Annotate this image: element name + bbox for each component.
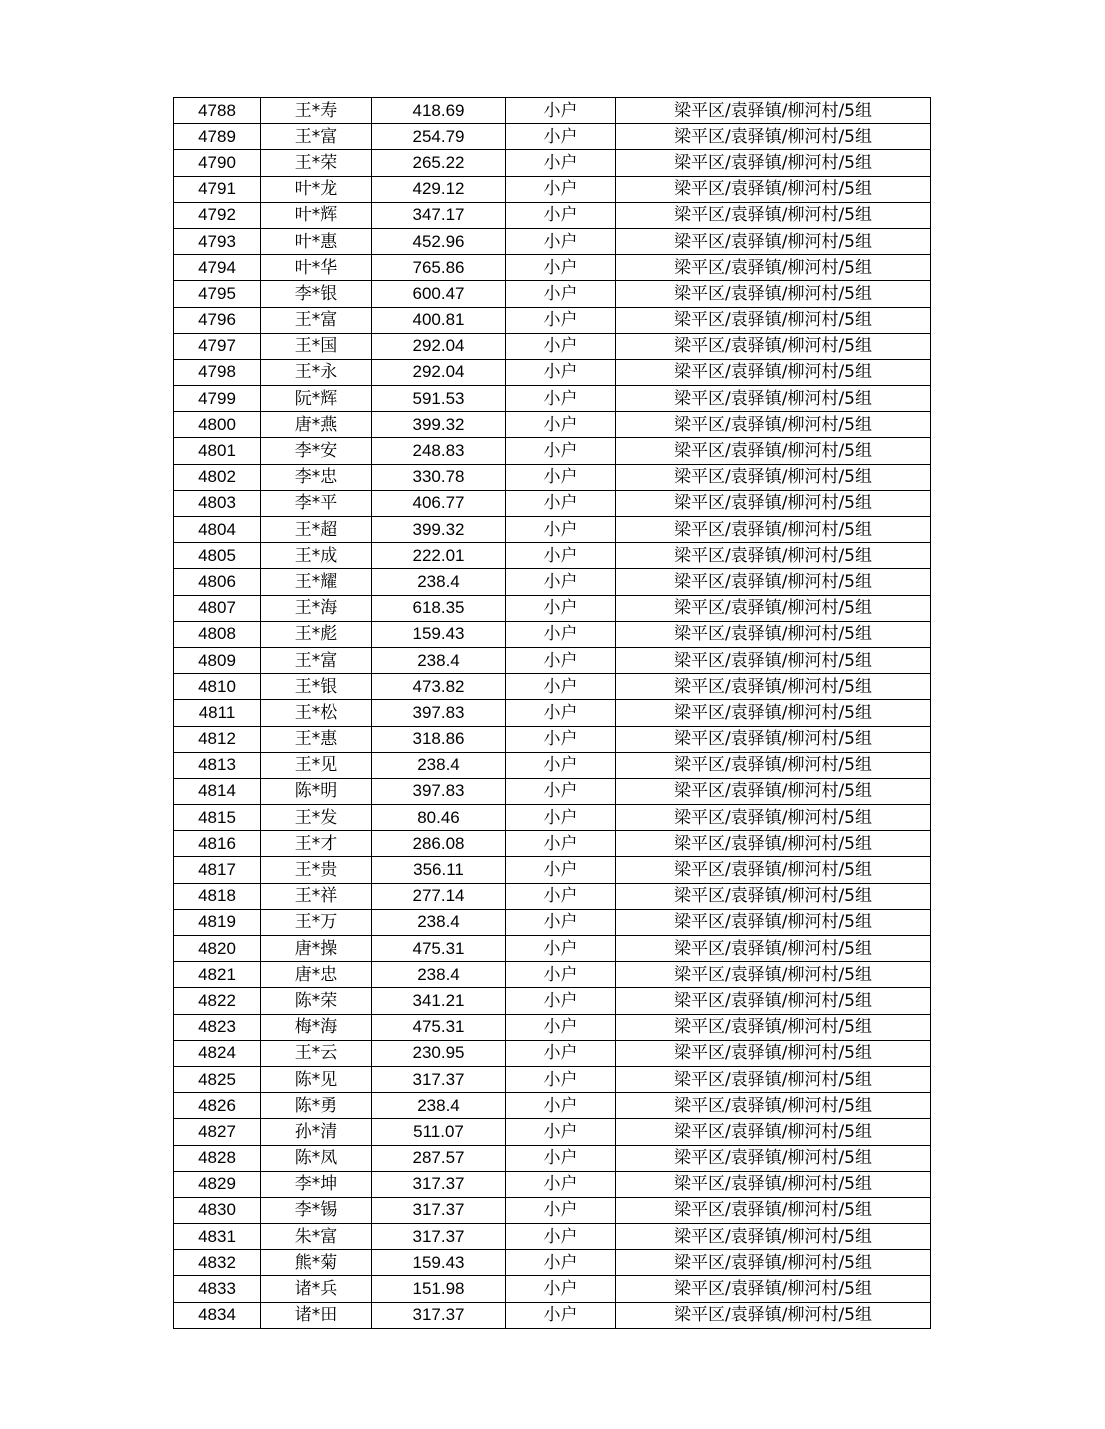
row-id-cell: 4811 bbox=[174, 700, 261, 726]
address-cell: 梁平区/袁驿镇/柳河村/5组 bbox=[616, 1197, 931, 1223]
row-id-cell: 4805 bbox=[174, 543, 261, 569]
name-cell: 叶*辉 bbox=[261, 202, 372, 228]
row-id-cell: 4827 bbox=[174, 1119, 261, 1145]
row-id-cell: 4799 bbox=[174, 386, 261, 412]
type-cell: 小户 bbox=[506, 202, 616, 228]
amount-cell: 238.4 bbox=[372, 909, 506, 935]
address-cell: 梁平区/袁驿镇/柳河村/5组 bbox=[616, 1119, 931, 1145]
name-cell: 李*坤 bbox=[261, 1171, 372, 1197]
table-row bbox=[174, 98, 931, 124]
table-row bbox=[174, 307, 931, 333]
name-cell: 陈*勇 bbox=[261, 1093, 372, 1119]
type-cell: 小户 bbox=[506, 386, 616, 412]
amount-cell: 286.08 bbox=[372, 831, 506, 857]
type-cell: 小户 bbox=[506, 517, 616, 543]
table-row bbox=[174, 1145, 931, 1171]
row-id-cell: 4788 bbox=[174, 98, 261, 124]
row-id-cell: 4819 bbox=[174, 909, 261, 935]
row-id-cell: 4829 bbox=[174, 1171, 261, 1197]
row-id-cell: 4808 bbox=[174, 621, 261, 647]
row-id-cell: 4804 bbox=[174, 517, 261, 543]
amount-cell: 765.86 bbox=[372, 255, 506, 281]
name-cell: 孙*清 bbox=[261, 1119, 372, 1145]
table-row bbox=[174, 386, 931, 412]
name-cell: 阮*辉 bbox=[261, 386, 372, 412]
amount-cell: 475.31 bbox=[372, 936, 506, 962]
table-row bbox=[174, 674, 931, 700]
name-cell: 李*平 bbox=[261, 490, 372, 516]
name-cell: 唐*忠 bbox=[261, 962, 372, 988]
address-cell: 梁平区/袁驿镇/柳河村/5组 bbox=[616, 909, 931, 935]
name-cell: 唐*燕 bbox=[261, 412, 372, 438]
address-cell: 梁平区/袁驿镇/柳河村/5组 bbox=[616, 1171, 931, 1197]
name-cell: 叶*惠 bbox=[261, 228, 372, 254]
type-cell: 小户 bbox=[506, 674, 616, 700]
address-cell: 梁平区/袁驿镇/柳河村/5组 bbox=[616, 988, 931, 1014]
name-cell: 王*富 bbox=[261, 647, 372, 673]
table-row bbox=[174, 909, 931, 935]
amount-cell: 238.4 bbox=[372, 1093, 506, 1119]
type-cell: 小户 bbox=[506, 647, 616, 673]
row-id-cell: 4831 bbox=[174, 1224, 261, 1250]
amount-cell: 406.77 bbox=[372, 490, 506, 516]
table-row bbox=[174, 1119, 931, 1145]
address-cell: 梁平区/袁驿镇/柳河村/5组 bbox=[616, 674, 931, 700]
address-cell: 梁平区/袁驿镇/柳河村/5组 bbox=[616, 805, 931, 831]
table-row bbox=[174, 150, 931, 176]
type-cell: 小户 bbox=[506, 726, 616, 752]
table-row bbox=[174, 412, 931, 438]
type-cell: 小户 bbox=[506, 438, 616, 464]
row-id-cell: 4823 bbox=[174, 1014, 261, 1040]
row-id-cell: 4800 bbox=[174, 412, 261, 438]
amount-cell: 254.79 bbox=[372, 124, 506, 150]
amount-cell: 317.37 bbox=[372, 1066, 506, 1092]
row-id-cell: 4796 bbox=[174, 307, 261, 333]
name-cell: 王*海 bbox=[261, 595, 372, 621]
table-row bbox=[174, 438, 931, 464]
amount-cell: 399.32 bbox=[372, 412, 506, 438]
type-cell: 小户 bbox=[506, 1040, 616, 1066]
table-row bbox=[174, 359, 931, 385]
address-cell: 梁平区/袁驿镇/柳河村/5组 bbox=[616, 883, 931, 909]
address-cell: 梁平区/袁驿镇/柳河村/5组 bbox=[616, 176, 931, 202]
name-cell: 王*祥 bbox=[261, 883, 372, 909]
type-cell: 小户 bbox=[506, 1145, 616, 1171]
address-cell: 梁平区/袁驿镇/柳河村/5组 bbox=[616, 621, 931, 647]
name-cell: 王*才 bbox=[261, 831, 372, 857]
address-cell: 梁平区/袁驿镇/柳河村/5组 bbox=[616, 150, 931, 176]
name-cell: 诸*田 bbox=[261, 1302, 372, 1328]
name-cell: 陈*明 bbox=[261, 778, 372, 804]
table-row bbox=[174, 1197, 931, 1223]
row-id-cell: 4822 bbox=[174, 988, 261, 1014]
row-id-cell: 4815 bbox=[174, 805, 261, 831]
amount-cell: 230.95 bbox=[372, 1040, 506, 1066]
table-row bbox=[174, 647, 931, 673]
type-cell: 小户 bbox=[506, 621, 616, 647]
name-cell: 王*国 bbox=[261, 333, 372, 359]
name-cell: 王*惠 bbox=[261, 726, 372, 752]
name-cell: 李*安 bbox=[261, 438, 372, 464]
table-row bbox=[174, 543, 931, 569]
amount-cell: 238.4 bbox=[372, 962, 506, 988]
type-cell: 小户 bbox=[506, 962, 616, 988]
amount-cell: 318.86 bbox=[372, 726, 506, 752]
type-cell: 小户 bbox=[506, 1066, 616, 1092]
amount-cell: 400.81 bbox=[372, 307, 506, 333]
table-row bbox=[174, 1276, 931, 1302]
row-id-cell: 4825 bbox=[174, 1066, 261, 1092]
amount-cell: 317.37 bbox=[372, 1302, 506, 1328]
type-cell: 小户 bbox=[506, 936, 616, 962]
address-cell: 梁平区/袁驿镇/柳河村/5组 bbox=[616, 255, 931, 281]
table-row bbox=[174, 805, 931, 831]
table-row bbox=[174, 228, 931, 254]
amount-cell: 356.11 bbox=[372, 857, 506, 883]
table-row bbox=[174, 464, 931, 490]
name-cell: 叶*龙 bbox=[261, 176, 372, 202]
table-row bbox=[174, 490, 931, 516]
amount-cell: 80.46 bbox=[372, 805, 506, 831]
name-cell: 诸*兵 bbox=[261, 1276, 372, 1302]
table-row bbox=[174, 883, 931, 909]
address-cell: 梁平区/袁驿镇/柳河村/5组 bbox=[616, 1224, 931, 1250]
amount-cell: 292.04 bbox=[372, 359, 506, 385]
address-cell: 梁平区/袁驿镇/柳河村/5组 bbox=[616, 778, 931, 804]
address-cell: 梁平区/袁驿镇/柳河村/5组 bbox=[616, 1040, 931, 1066]
address-cell: 梁平区/袁驿镇/柳河村/5组 bbox=[616, 647, 931, 673]
amount-cell: 265.22 bbox=[372, 150, 506, 176]
table-row bbox=[174, 176, 931, 202]
amount-cell: 591.53 bbox=[372, 386, 506, 412]
row-id-cell: 4820 bbox=[174, 936, 261, 962]
type-cell: 小户 bbox=[506, 464, 616, 490]
type-cell: 小户 bbox=[506, 333, 616, 359]
table-row bbox=[174, 255, 931, 281]
row-id-cell: 4806 bbox=[174, 569, 261, 595]
data-table bbox=[173, 97, 931, 1329]
type-cell: 小户 bbox=[506, 778, 616, 804]
row-id-cell: 4814 bbox=[174, 778, 261, 804]
type-cell: 小户 bbox=[506, 98, 616, 124]
table-row bbox=[174, 726, 931, 752]
name-cell: 王*银 bbox=[261, 674, 372, 700]
table-row bbox=[174, 962, 931, 988]
row-id-cell: 4816 bbox=[174, 831, 261, 857]
row-id-cell: 4791 bbox=[174, 176, 261, 202]
address-cell: 梁平区/袁驿镇/柳河村/5组 bbox=[616, 1014, 931, 1040]
name-cell: 王*见 bbox=[261, 752, 372, 778]
amount-cell: 429.12 bbox=[372, 176, 506, 202]
row-id-cell: 4792 bbox=[174, 202, 261, 228]
type-cell: 小户 bbox=[506, 307, 616, 333]
address-cell: 梁平区/袁驿镇/柳河村/5组 bbox=[616, 333, 931, 359]
row-id-cell: 4832 bbox=[174, 1250, 261, 1276]
type-cell: 小户 bbox=[506, 1014, 616, 1040]
type-cell: 小户 bbox=[506, 1224, 616, 1250]
address-cell: 梁平区/袁驿镇/柳河村/5组 bbox=[616, 1250, 931, 1276]
name-cell: 李*银 bbox=[261, 281, 372, 307]
amount-cell: 330.78 bbox=[372, 464, 506, 490]
amount-cell: 287.57 bbox=[372, 1145, 506, 1171]
row-id-cell: 4809 bbox=[174, 647, 261, 673]
table-row bbox=[174, 569, 931, 595]
address-cell: 梁平区/袁驿镇/柳河村/5组 bbox=[616, 543, 931, 569]
row-id-cell: 4798 bbox=[174, 359, 261, 385]
type-cell: 小户 bbox=[506, 988, 616, 1014]
row-id-cell: 4830 bbox=[174, 1197, 261, 1223]
type-cell: 小户 bbox=[506, 176, 616, 202]
row-id-cell: 4802 bbox=[174, 464, 261, 490]
address-cell: 梁平区/袁驿镇/柳河村/5组 bbox=[616, 124, 931, 150]
row-id-cell: 4794 bbox=[174, 255, 261, 281]
amount-cell: 347.17 bbox=[372, 202, 506, 228]
table-row bbox=[174, 281, 931, 307]
amount-cell: 418.69 bbox=[372, 98, 506, 124]
name-cell: 陈*荣 bbox=[261, 988, 372, 1014]
row-id-cell: 4795 bbox=[174, 281, 261, 307]
table-row bbox=[174, 1093, 931, 1119]
row-id-cell: 4817 bbox=[174, 857, 261, 883]
table-row bbox=[174, 936, 931, 962]
amount-cell: 399.32 bbox=[372, 517, 506, 543]
amount-cell: 277.14 bbox=[372, 883, 506, 909]
amount-cell: 341.21 bbox=[372, 988, 506, 1014]
name-cell: 唐*操 bbox=[261, 936, 372, 962]
name-cell: 王*松 bbox=[261, 700, 372, 726]
type-cell: 小户 bbox=[506, 569, 616, 595]
address-cell: 梁平区/袁驿镇/柳河村/5组 bbox=[616, 962, 931, 988]
name-cell: 王*彪 bbox=[261, 621, 372, 647]
address-cell: 梁平区/袁驿镇/柳河村/5组 bbox=[616, 438, 931, 464]
amount-cell: 475.31 bbox=[372, 1014, 506, 1040]
table-row bbox=[174, 124, 931, 150]
row-id-cell: 4812 bbox=[174, 726, 261, 752]
address-cell: 梁平区/袁驿镇/柳河村/5组 bbox=[616, 386, 931, 412]
amount-cell: 238.4 bbox=[372, 569, 506, 595]
amount-cell: 618.35 bbox=[372, 595, 506, 621]
type-cell: 小户 bbox=[506, 490, 616, 516]
name-cell: 王*发 bbox=[261, 805, 372, 831]
amount-cell: 317.37 bbox=[372, 1171, 506, 1197]
amount-cell: 452.96 bbox=[372, 228, 506, 254]
amount-cell: 473.82 bbox=[372, 674, 506, 700]
row-id-cell: 4801 bbox=[174, 438, 261, 464]
address-cell: 梁平区/袁驿镇/柳河村/5组 bbox=[616, 464, 931, 490]
type-cell: 小户 bbox=[506, 1302, 616, 1328]
name-cell: 叶*华 bbox=[261, 255, 372, 281]
row-id-cell: 4790 bbox=[174, 150, 261, 176]
address-cell: 梁平区/袁驿镇/柳河村/5组 bbox=[616, 700, 931, 726]
address-cell: 梁平区/袁驿镇/柳河村/5组 bbox=[616, 1302, 931, 1328]
address-cell: 梁平区/袁驿镇/柳河村/5组 bbox=[616, 1066, 931, 1092]
address-cell: 梁平区/袁驿镇/柳河村/5组 bbox=[616, 359, 931, 385]
type-cell: 小户 bbox=[506, 543, 616, 569]
type-cell: 小户 bbox=[506, 412, 616, 438]
name-cell: 王*万 bbox=[261, 909, 372, 935]
type-cell: 小户 bbox=[506, 124, 616, 150]
address-cell: 梁平区/袁驿镇/柳河村/5组 bbox=[616, 1276, 931, 1302]
table-row bbox=[174, 595, 931, 621]
type-cell: 小户 bbox=[506, 805, 616, 831]
amount-cell: 317.37 bbox=[372, 1197, 506, 1223]
table-row bbox=[174, 988, 931, 1014]
type-cell: 小户 bbox=[506, 909, 616, 935]
name-cell: 王*云 bbox=[261, 1040, 372, 1066]
name-cell: 陈*凤 bbox=[261, 1145, 372, 1171]
table-row bbox=[174, 333, 931, 359]
name-cell: 李*忠 bbox=[261, 464, 372, 490]
table-row bbox=[174, 517, 931, 543]
table-row bbox=[174, 1066, 931, 1092]
name-cell: 王*荣 bbox=[261, 150, 372, 176]
amount-cell: 397.83 bbox=[372, 700, 506, 726]
type-cell: 小户 bbox=[506, 883, 616, 909]
table-row bbox=[174, 1302, 931, 1328]
amount-cell: 151.98 bbox=[372, 1276, 506, 1302]
address-cell: 梁平区/袁驿镇/柳河村/5组 bbox=[616, 1093, 931, 1119]
table-row bbox=[174, 831, 931, 857]
name-cell: 王*贵 bbox=[261, 857, 372, 883]
name-cell: 梅*海 bbox=[261, 1014, 372, 1040]
table-row bbox=[174, 857, 931, 883]
type-cell: 小户 bbox=[506, 595, 616, 621]
table-row bbox=[174, 778, 931, 804]
address-cell: 梁平区/袁驿镇/柳河村/5组 bbox=[616, 936, 931, 962]
type-cell: 小户 bbox=[506, 857, 616, 883]
table-row bbox=[174, 1014, 931, 1040]
row-id-cell: 4834 bbox=[174, 1302, 261, 1328]
type-cell: 小户 bbox=[506, 359, 616, 385]
address-cell: 梁平区/袁驿镇/柳河村/5组 bbox=[616, 228, 931, 254]
type-cell: 小户 bbox=[506, 1093, 616, 1119]
amount-cell: 159.43 bbox=[372, 621, 506, 647]
row-id-cell: 4797 bbox=[174, 333, 261, 359]
table-row bbox=[174, 700, 931, 726]
address-cell: 梁平区/袁驿镇/柳河村/5组 bbox=[616, 307, 931, 333]
amount-cell: 397.83 bbox=[372, 778, 506, 804]
row-id-cell: 4821 bbox=[174, 962, 261, 988]
row-id-cell: 4810 bbox=[174, 674, 261, 700]
name-cell: 陈*见 bbox=[261, 1066, 372, 1092]
row-id-cell: 4818 bbox=[174, 883, 261, 909]
address-cell: 梁平区/袁驿镇/柳河村/5组 bbox=[616, 752, 931, 778]
type-cell: 小户 bbox=[506, 1250, 616, 1276]
row-id-cell: 4824 bbox=[174, 1040, 261, 1066]
type-cell: 小户 bbox=[506, 281, 616, 307]
table-row bbox=[174, 202, 931, 228]
name-cell: 王*成 bbox=[261, 543, 372, 569]
address-cell: 梁平区/袁驿镇/柳河村/5组 bbox=[616, 202, 931, 228]
amount-cell: 317.37 bbox=[372, 1224, 506, 1250]
address-cell: 梁平区/袁驿镇/柳河村/5组 bbox=[616, 595, 931, 621]
address-cell: 梁平区/袁驿镇/柳河村/5组 bbox=[616, 831, 931, 857]
amount-cell: 600.47 bbox=[372, 281, 506, 307]
table-row bbox=[174, 1171, 931, 1197]
name-cell: 王*寿 bbox=[261, 98, 372, 124]
type-cell: 小户 bbox=[506, 1171, 616, 1197]
amount-cell: 238.4 bbox=[372, 752, 506, 778]
address-cell: 梁平区/袁驿镇/柳河村/5组 bbox=[616, 412, 931, 438]
address-cell: 梁平区/袁驿镇/柳河村/5组 bbox=[616, 490, 931, 516]
amount-cell: 222.01 bbox=[372, 543, 506, 569]
name-cell: 李*锡 bbox=[261, 1197, 372, 1223]
amount-cell: 248.83 bbox=[372, 438, 506, 464]
name-cell: 熊*菊 bbox=[261, 1250, 372, 1276]
type-cell: 小户 bbox=[506, 831, 616, 857]
row-id-cell: 4789 bbox=[174, 124, 261, 150]
amount-cell: 292.04 bbox=[372, 333, 506, 359]
name-cell: 王*富 bbox=[261, 307, 372, 333]
address-cell: 梁平区/袁驿镇/柳河村/5组 bbox=[616, 569, 931, 595]
row-id-cell: 4807 bbox=[174, 595, 261, 621]
name-cell: 王*耀 bbox=[261, 569, 372, 595]
type-cell: 小户 bbox=[506, 752, 616, 778]
address-cell: 梁平区/袁驿镇/柳河村/5组 bbox=[616, 517, 931, 543]
table-row bbox=[174, 621, 931, 647]
amount-cell: 159.43 bbox=[372, 1250, 506, 1276]
row-id-cell: 4803 bbox=[174, 490, 261, 516]
row-id-cell: 4833 bbox=[174, 1276, 261, 1302]
table-body bbox=[174, 98, 931, 1329]
table-row bbox=[174, 752, 931, 778]
name-cell: 王*超 bbox=[261, 517, 372, 543]
address-cell: 梁平区/袁驿镇/柳河村/5组 bbox=[616, 726, 931, 752]
address-cell: 梁平区/袁驿镇/柳河村/5组 bbox=[616, 1145, 931, 1171]
name-cell: 王*永 bbox=[261, 359, 372, 385]
type-cell: 小户 bbox=[506, 1119, 616, 1145]
type-cell: 小户 bbox=[506, 255, 616, 281]
type-cell: 小户 bbox=[506, 1276, 616, 1302]
name-cell: 王*富 bbox=[261, 124, 372, 150]
table-row bbox=[174, 1250, 931, 1276]
address-cell: 梁平区/袁驿镇/柳河村/5组 bbox=[616, 857, 931, 883]
row-id-cell: 4793 bbox=[174, 228, 261, 254]
name-cell: 朱*富 bbox=[261, 1224, 372, 1250]
table-row bbox=[174, 1224, 931, 1250]
row-id-cell: 4813 bbox=[174, 752, 261, 778]
row-id-cell: 4826 bbox=[174, 1093, 261, 1119]
type-cell: 小户 bbox=[506, 228, 616, 254]
type-cell: 小户 bbox=[506, 150, 616, 176]
row-id-cell: 4828 bbox=[174, 1145, 261, 1171]
amount-cell: 238.4 bbox=[372, 647, 506, 673]
type-cell: 小户 bbox=[506, 1197, 616, 1223]
table-row bbox=[174, 1040, 931, 1066]
amount-cell: 511.07 bbox=[372, 1119, 506, 1145]
address-cell: 梁平区/袁驿镇/柳河村/5组 bbox=[616, 281, 931, 307]
type-cell: 小户 bbox=[506, 700, 616, 726]
address-cell: 梁平区/袁驿镇/柳河村/5组 bbox=[616, 98, 931, 124]
